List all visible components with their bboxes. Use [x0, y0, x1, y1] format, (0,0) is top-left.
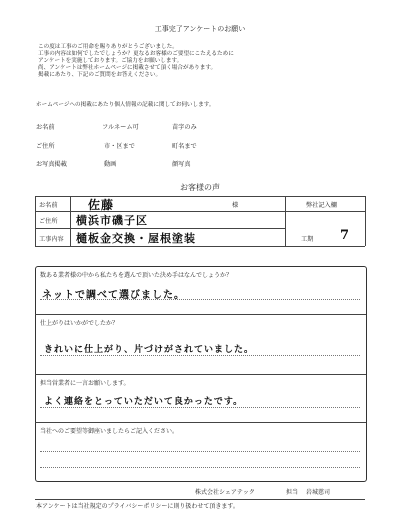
office-use-label: 弊社記入欄 — [306, 202, 337, 209]
address-label: ご住所 — [39, 218, 58, 225]
rep-label: 担当 — [286, 489, 299, 496]
name-label: お名前 — [39, 202, 58, 209]
company-name: 株式会社シェアテック — [195, 489, 255, 496]
privacy-option-fullname[interactable]: フルネーム可 — [102, 124, 139, 131]
period-value[interactable]: 7 — [340, 228, 351, 243]
privacy-label-address: ご住所 — [36, 143, 55, 150]
voice-title: お客様の声 — [180, 183, 220, 192]
intro-line: 掲載にあたり、下記のご質問をお答えください。 — [38, 71, 162, 78]
question-4: 当社へのご要望等御座いましたらご記入ください。 — [40, 428, 179, 435]
work-label: 工事内容 — [39, 236, 64, 243]
intro-line: 工事の内容は如何でしたでしょうか？更なるお客様のご要望にこたえるために — [38, 50, 234, 57]
answer-1[interactable]: ネットで調べて選びました。 — [42, 290, 185, 301]
question-3: 担当営業者に一言お願いします。 — [40, 380, 130, 387]
sama-label: 様 — [232, 202, 239, 209]
page-title: 工事完了アンケートのお願い — [154, 25, 246, 33]
privacy-label-photo: お写真掲載 — [36, 161, 67, 168]
question-2: 仕上がりはいかがでしたか？ — [40, 320, 119, 327]
name-value[interactable]: 佐藤 — [88, 198, 115, 212]
address-value[interactable]: 横浜市磯子区 — [76, 214, 148, 227]
privacy-option-city[interactable]: 市・区まで — [104, 143, 135, 150]
privacy-heading: ホームページへの掲載にあたり個人情報の記載に関してお伺いします。 — [36, 102, 215, 108]
privacy-option-video[interactable]: 動画 — [104, 161, 117, 168]
answer-2[interactable]: きれいに仕上がり、片づけがされていました。 — [44, 345, 255, 355]
work-value[interactable]: 樋板金交換・屋根塗装 — [76, 232, 196, 245]
privacy-note: 本アンケートは当社規定のプライバシーポリシーに則り扱わせて頂きます。 — [36, 503, 239, 510]
privacy-option-town[interactable]: 町名まで — [172, 143, 197, 150]
question-1: 数ある業者様の中から私たちを選んで頂いた決め手はなんでしょうか？ — [40, 272, 233, 279]
rep-name: 岩城慈司 — [306, 489, 331, 496]
privacy-option-surname[interactable]: 苗字のみ — [172, 124, 197, 131]
intro-line: アンケートを実施しております。ご協力をお願いします。 — [38, 57, 183, 64]
intro-line: 尚、アンケートは弊社ホームページに掲載させて頂く場合があります。 — [38, 64, 217, 71]
period-label: 工期 — [301, 236, 314, 243]
intro-line: この度は工事のご用命を賜りありがとうございました。 — [38, 44, 178, 50]
privacy-label-name: お名前 — [36, 124, 55, 131]
privacy-option-face[interactable]: 顔写真 — [172, 161, 191, 168]
intro-text — [38, 44, 368, 79]
answer-3[interactable]: よく連絡をとっていただいて良かったです。 — [44, 397, 244, 407]
